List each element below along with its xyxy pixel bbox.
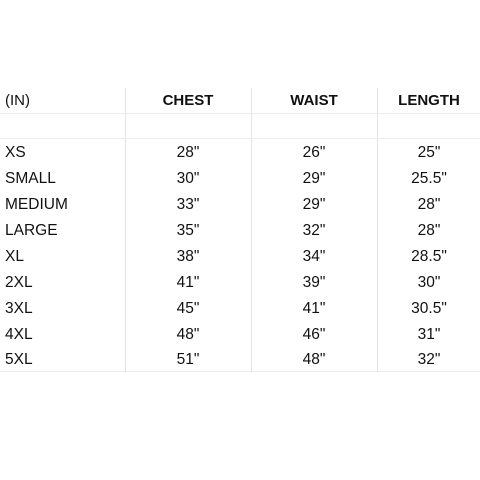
length-cell: 30.5" bbox=[411, 300, 447, 317]
unit-header: (IN) bbox=[5, 92, 30, 109]
table-row bbox=[0, 140, 480, 165]
size-cell: LARGE bbox=[5, 222, 58, 239]
size-cell: XL bbox=[5, 248, 24, 265]
waist-cell: 41" bbox=[302, 300, 326, 317]
row-divider bbox=[0, 138, 480, 139]
table-row bbox=[0, 270, 480, 295]
chest-cell: 51" bbox=[176, 351, 200, 368]
waist-cell: 46" bbox=[302, 326, 326, 343]
size-cell: 4XL bbox=[5, 326, 33, 343]
length-cell: 31" bbox=[417, 326, 441, 343]
size-cell: XS bbox=[5, 144, 26, 161]
table-row bbox=[0, 192, 480, 217]
chest-cell: 28" bbox=[176, 144, 200, 161]
size-cell bbox=[5, 113, 120, 138]
waist-cell: 39" bbox=[302, 274, 326, 291]
chest-cell: 48" bbox=[176, 326, 200, 343]
table-row bbox=[0, 244, 480, 269]
length-cell: 25.5" bbox=[411, 170, 447, 187]
chest-header: CHEST bbox=[162, 92, 214, 109]
waist-cell: 48" bbox=[302, 351, 326, 368]
waist-cell: 26" bbox=[302, 144, 326, 161]
chest-cell: 35" bbox=[176, 222, 200, 239]
length-header: LENGTH bbox=[398, 92, 460, 109]
waist-header: WAIST bbox=[290, 92, 338, 109]
chest-cell bbox=[126, 113, 250, 138]
chest-cell: 45" bbox=[176, 300, 200, 317]
length-cell: 30" bbox=[417, 274, 441, 291]
table-row bbox=[0, 296, 480, 321]
waist-cell: 32" bbox=[302, 222, 326, 239]
waist-cell: 29" bbox=[302, 170, 326, 187]
chest-cell: 33" bbox=[176, 196, 200, 213]
table-header-row bbox=[0, 88, 480, 113]
size-cell: MEDIUM bbox=[5, 196, 68, 213]
length-cell: 28" bbox=[417, 196, 441, 213]
table-row-empty bbox=[0, 113, 480, 138]
length-cell: 28" bbox=[417, 222, 441, 239]
table-row bbox=[0, 166, 480, 191]
size-chart-table bbox=[0, 88, 480, 373]
waist-cell: 34" bbox=[302, 248, 326, 265]
size-cell: SMALL bbox=[5, 170, 56, 187]
waist-cell bbox=[252, 113, 376, 138]
length-cell: 28.5" bbox=[411, 248, 447, 265]
length-cell: 32" bbox=[417, 351, 441, 368]
waist-cell: 29" bbox=[302, 196, 326, 213]
chest-cell: 30" bbox=[176, 170, 200, 187]
length-cell bbox=[378, 113, 480, 138]
table-row bbox=[0, 322, 480, 347]
size-cell: 2XL bbox=[5, 274, 33, 291]
length-cell: 25" bbox=[417, 144, 441, 161]
chest-cell: 38" bbox=[176, 248, 200, 265]
table-row bbox=[0, 218, 480, 243]
table-row bbox=[0, 347, 480, 372]
size-cell: 5XL bbox=[5, 351, 33, 368]
chest-cell: 41" bbox=[176, 274, 200, 291]
size-cell: 3XL bbox=[5, 300, 33, 317]
